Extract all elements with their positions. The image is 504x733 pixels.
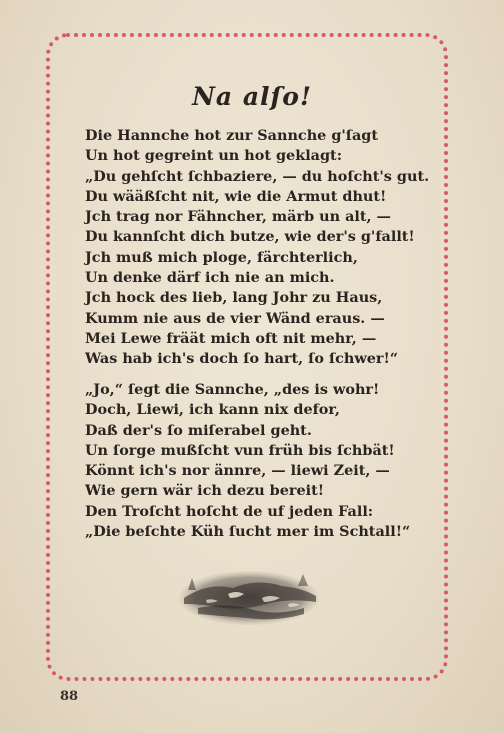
stanza-1: [85, 126, 435, 370]
poem-line: „Die beſchte Küh ſucht mer im Schtall!“: [85, 523, 411, 541]
poem-line: Jch muß mich ploge, färchterlich,: [85, 248, 358, 266]
poem-line: Du wääßſcht nit, wie die Armut dhut!: [85, 187, 387, 205]
poem-line: „Du gehſcht ſchbaziere, — du hoſcht's gut.: [85, 167, 430, 185]
poem-line: Mei Lewe fräät mich oft nit mehr, —: [85, 329, 377, 347]
stanza-2: [85, 380, 435, 542]
landscape-vignette-illustration: [178, 568, 320, 626]
page-number: 88: [60, 689, 79, 704]
poem-line: „Jo,“ ſegt die Sannche, „des is wohr!: [85, 381, 380, 398]
poem-line: Jch hock des lieb, lang Johr zu Haus,: [85, 289, 383, 307]
poem-line: Un denke därf ich nie an mich.: [85, 269, 335, 287]
poem-line: Die Hannche hot zur Sannche g'ſagt: [85, 127, 379, 144]
poem-line: Doch, Liewi, ich kann nix defor,: [85, 401, 340, 419]
poem-line: Wie gern wär ich dezu bereit!: [85, 482, 325, 500]
poem-line: Könnt ich's nor ännre, — liewi Zeit, —: [85, 462, 390, 480]
poem-line: Jch trag nor Fähncher, märb un alt, —: [85, 208, 391, 226]
poem-line: Den Troſcht hoſcht de uf jeden Fall:: [85, 502, 374, 520]
poem-line: Was hab ich's doch ſo hart, ſo ſchwer!“: [85, 350, 399, 368]
poem-line: Un hot gegreint un hot geklagt:: [85, 147, 343, 165]
poem-line: Du kannſcht dich butze, wie der's g'fallt!: [85, 228, 415, 246]
poem-title: Na alſo!: [192, 82, 312, 111]
poem-line: Un ſorge mußſcht vun früh bis ſchbät!: [85, 441, 395, 459]
poem-line: Daß der's ſo miſerabel geht.: [85, 421, 312, 439]
poem-line: Kumm nie aus de vier Wänd eraus. —: [85, 309, 385, 327]
